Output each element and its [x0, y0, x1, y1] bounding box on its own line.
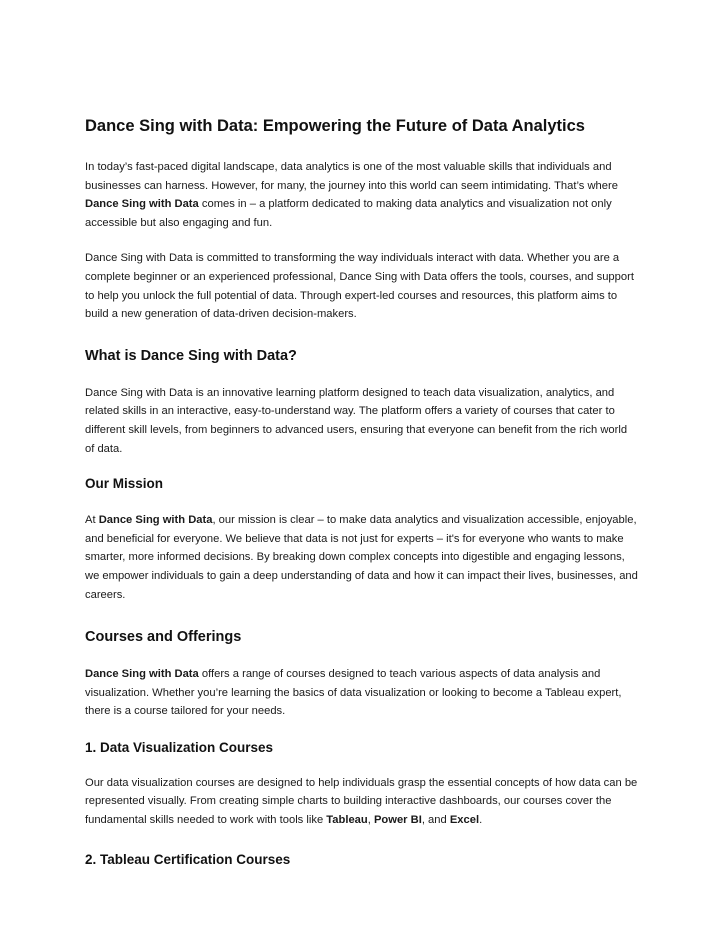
- mission-brand-bold: Dance Sing with Data: [98, 514, 213, 527]
- dv-powerbi-bold: Power BI: [373, 814, 422, 827]
- intro-paragraph-1: [85, 158, 638, 232]
- section-heading-data-visualization: 1. Data Visualization Courses: [85, 739, 274, 755]
- courses-paragraph: [85, 665, 638, 721]
- courses-brand-bold: Dance Sing with Data: [85, 668, 199, 681]
- dv-text-c: , and: [421, 814, 450, 827]
- intro1-text-b: comes in – a platform dedicated to making data analytics and visualization not only accessible but also engaging and fun.: [85, 198, 612, 229]
- dv-text-a: Our data visualization courses are designed to help individuals grasp the essential concepts of how data can be represented visually. From creating simple charts to building interactive dashboards, our courses cover the fundamental skills needed to work with tools like: [85, 776, 638, 827]
- intro1-brand-bold: Dance Sing with Data: [85, 198, 199, 211]
- mission-paragraph: [85, 511, 638, 604]
- dv-excel-bold: Excel: [449, 814, 480, 827]
- data-visualization-paragraph: [85, 774, 638, 830]
- section-heading-what: What is Dance Sing with Data?: [85, 347, 297, 364]
- section-heading-tableau-certification: 2. Tableau Certification Courses: [85, 851, 291, 867]
- intro1-text-a: In today’s fast-paced digital landscape, data analytics is one of the most valuable skills that individuals and businesses can harness. However, for many, the journey into this world can seem intimidating. That’s where: [85, 161, 618, 192]
- dv-text-d: .: [479, 814, 483, 827]
- what-paragraph: Dance Sing with Data is an innovative learning platform designed to teach data visualization, analytics, and related skills in an interactive, easy-to-understand way. The platform offers a variety of courses that cater to different skill levels, from beginners to advanced users, ensuring that everyone can benefit from the rich world of data.: [85, 386, 628, 455]
- mission-text-b: , our mission is clear – to make data analytics and visualization accessible, enjoyable, and beneficial for everyone. We believe that data is not just for experts – it's for everyone who wants to make smarter, more informed decisions. By breaking down complex concepts into digestible and engaging lessons, we empower individuals to gain a deep understanding of data and how it can impact their lives, businesses, and careers.: [85, 514, 638, 601]
- dv-text-b: ,: [367, 814, 374, 827]
- intro-paragraph-2: Dance Sing with Data is committed to transforming the way individuals interact with data. Whether you are a complete beginner or an experienced professional, Dance Sing with Data offers the tools, courses, and support to help you unlock the full potential of data. Through expert-led courses and resources, this platform aims to build a new generation of data-driven decision-makers.: [85, 252, 634, 321]
- dv-tableau-bold: Tableau: [326, 814, 368, 827]
- section-heading-courses: Courses and Offerings: [85, 629, 242, 646]
- section-heading-mission: Our Mission: [85, 476, 164, 492]
- page-title: Dance Sing with Data: Empowering the Future of Data Analytics: [85, 117, 585, 135]
- mission-text-a: At: [85, 514, 99, 527]
- courses-text: offers a range of courses designed to teach various aspects of data analysis and visualization. Whether you’re learning the basics of data visualization or looking to become a Tableau expert, there is a course tailored for your needs.: [85, 668, 622, 718]
